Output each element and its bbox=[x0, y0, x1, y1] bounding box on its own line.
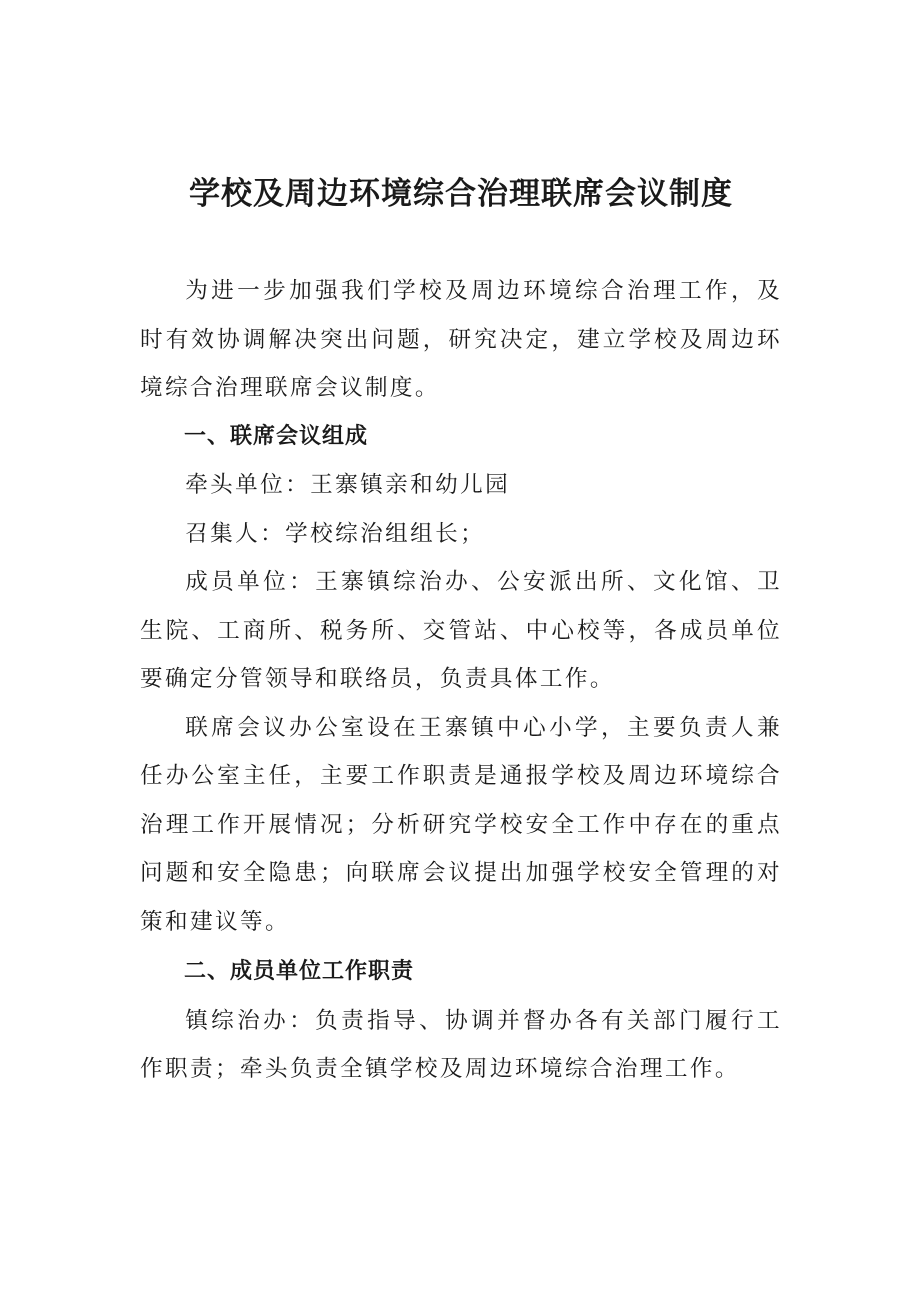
intro-paragraph: 为进一步加强我们学校及周边环境综合治理工作，及时有效协调解决突出问题，研究决定，建立学校及周边环境综合治理联席会议制度。 bbox=[140, 278, 782, 401]
member-units-paragraph: 成员单位：王寨镇综治办、公安派出所、文化馆、卫生院、工商所、税务所、交管站、中心校等，各成员单位要确定分管领导和联络员，负责具体工作。 bbox=[140, 569, 782, 692]
convener-line: 召集人：学校综治组组长； bbox=[185, 520, 486, 547]
lead-unit-line: 牵头单位：王寨镇亲和幼儿园 bbox=[185, 472, 511, 498]
office-paragraph: 联席会议办公室设在王寨镇中心小学，主要负责人兼任办公室主任，主要工作职责是通报学校及周边环境综合治理工作开展情况；分析研究学校安全工作中存在的重点问题和安全隐患；向联席会议提出加强学校安全管理的对策和建议等。 bbox=[140, 714, 782, 935]
town-office-duty-paragraph: 镇综治办：负责指导、协调并督办各有关部门履行工作职责；牵头负责全镇学校及周边环境综合治理工作。 bbox=[140, 1007, 782, 1082]
document-title: 学校及周边环境综合治理联席会议制度 bbox=[189, 176, 733, 212]
section-heading-duties: 二、成员单位工作职责 bbox=[184, 959, 415, 984]
section-heading-composition: 一、联席会议组成 bbox=[184, 423, 369, 449]
document-body bbox=[140, 267, 782, 1094]
